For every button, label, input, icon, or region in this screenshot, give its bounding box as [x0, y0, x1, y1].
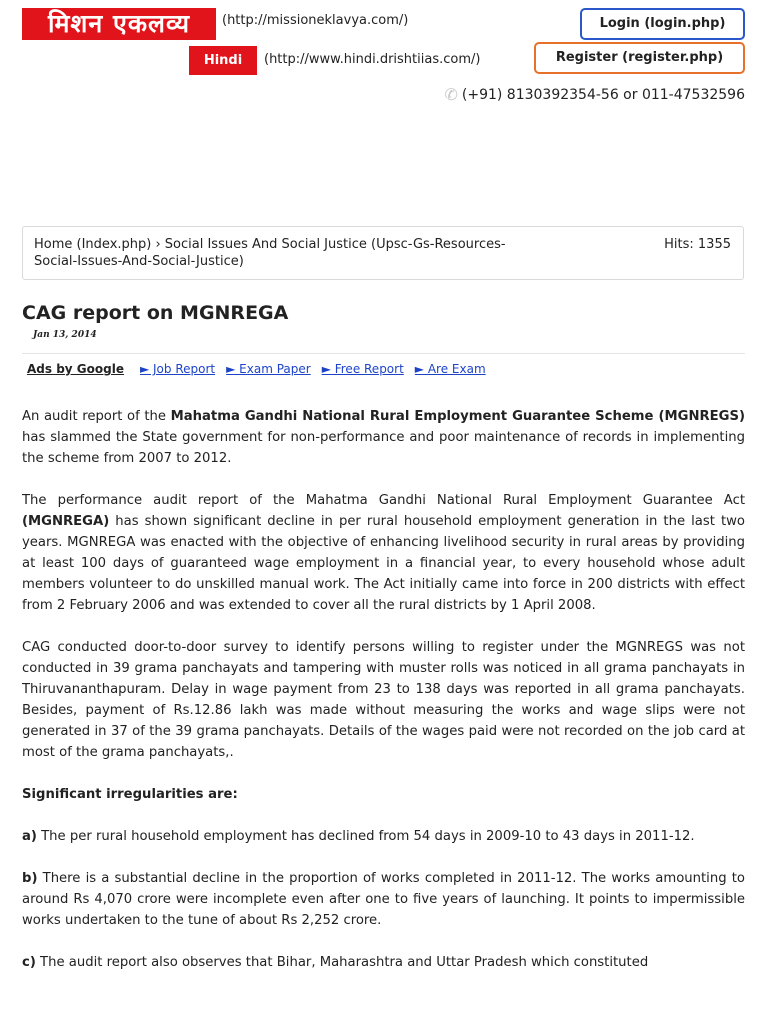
paragraph-intro: An audit report of the Mahatma Gandhi National Rural Employment Guarantee Scheme (MGNREGS) has slammed the State government for non-performance and poor maintenance of records in implementing the scheme from 2007 to 2012. — [22, 409, 745, 466]
ad-link-exam-paper[interactable]: ► Exam Paper — [226, 362, 311, 376]
irregularity-c: c) The audit report also observes that Bihar, Maharashtra and Uttar Pradesh which constituted — [22, 955, 649, 970]
paragraph-cag-survey: CAG conducted door-to-door survey to identify persons willing to register under the MGNREGS was not conducted in 39 grama panchayats and tampering with muster rolls was noticed in all grama panchayats in Thiruvananthapuram. Delay in wage payment from 23 to 138 days was reported in all grama panchayats. Besides, payment of Rs.12.86 lakh was made without measuring the works and wage slips were not generated in 37 of the 39 grama panchayats. Details of the wages paid were not recorded on the job card at most of the grama panchayats,. — [22, 640, 745, 760]
divider — [22, 353, 745, 354]
irregularity-a: a) The per rural household employment has declined from 54 days in 2009-10 to 43 days in 2011-12. — [22, 829, 695, 844]
page-title: CAG report on MGNREGA — [22, 302, 289, 324]
breadcrumb — [22, 226, 744, 280]
ad-link-are-exam[interactable]: ► Are Exam — [414, 362, 486, 376]
hits-counter: Hits: 1355 — [664, 237, 731, 252]
ads-bar — [27, 362, 486, 376]
irregularity-b: b) There is a substantial decline in the proportion of works completed in 2011-12. The works amounting to around Rs 4,070 crore were incomplete even after one to five years of launching. It points to impermissible works undertaken to the tune of about Rs 2,252 crore. — [22, 871, 745, 928]
hindi-url-link[interactable]: (http://www.hindi.drishtiias.com/) — [264, 52, 481, 67]
paragraph-performance-audit: The performance audit report of the Mahatma Gandhi National Rural Employment Guarantee Act (MGNREGA) has shown significant decline in per rural household employment generation in the last two years. MGNREGA was enacted with the objective of enhancing livelihood security in rural areas by providing at least 100 days of guaranteed wage employment in a financial year, to every household whose adult members volunteer to do unskilled manual work. The Act initially came into force in 200 districts with effect from 2 February 2006 and was extended to cover all the rural districts by 1 April 2008. — [22, 493, 745, 613]
logo-url-link[interactable]: (http://missioneklavya.com/) — [222, 13, 409, 28]
article-date: Jan 13, 2014 — [33, 330, 97, 340]
register-button[interactable]: Register (register.php) — [534, 42, 745, 74]
phone-number: (+91) 8130392354-56 or 011-47532596 — [461, 86, 745, 103]
irregularities-heading: Significant irregularities are: — [22, 787, 238, 802]
contact-phone — [444, 85, 745, 104]
ads-by-google-label[interactable]: Ads by Google — [27, 362, 124, 376]
site-logo[interactable]: मिशन एकलव्य — [22, 8, 216, 40]
ad-link-free-report[interactable]: ► Free Report — [321, 362, 404, 376]
phone-icon: ✆ — [444, 85, 458, 104]
hindi-site-button[interactable]: Hindi — [189, 46, 257, 75]
article-body — [22, 406, 745, 994]
ad-link-job-report[interactable]: ► Job Report — [139, 362, 216, 376]
login-button[interactable]: Login (login.php) — [580, 8, 745, 40]
breadcrumb-link[interactable]: Home (Index.php) › Social Issues And Social Justice (Upsc-Gs-Resources-Social-Issues-And-Social-Justice) — [34, 237, 506, 269]
